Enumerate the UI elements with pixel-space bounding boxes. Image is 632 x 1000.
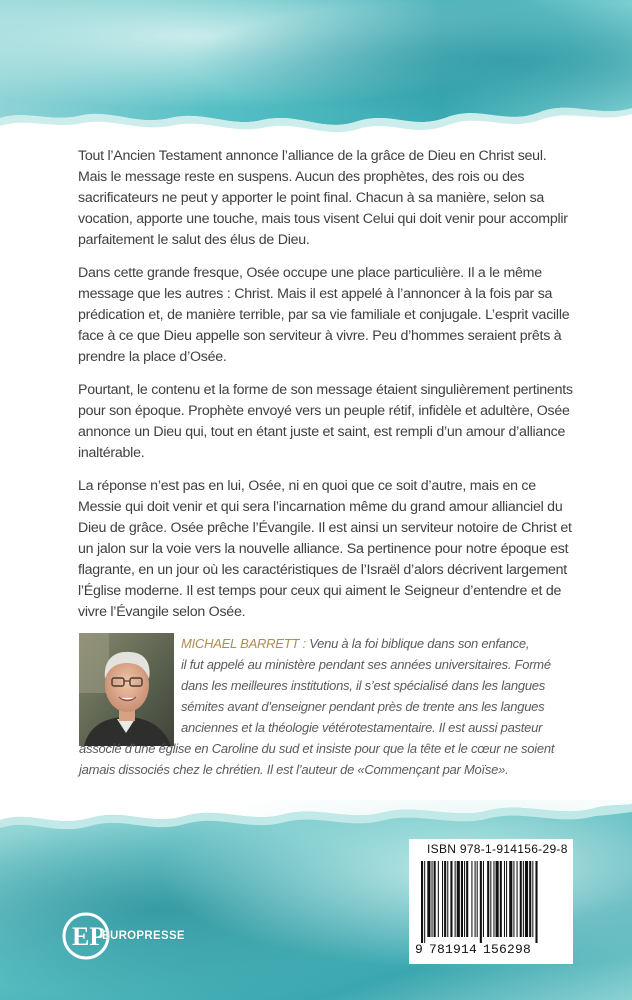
bio-line-6: associé d’une église en Caroline du sud et insiste pour que la tête et le cœur ne soient: [79, 741, 555, 756]
barcode-bar: [442, 861, 443, 937]
isbn-digits: 9 781914 156298: [415, 942, 532, 957]
svg-text:EP: EP: [72, 922, 106, 951]
publisher-name: EUROPRESSE: [102, 930, 185, 942]
bio-line-5: anciennes et la théologie vétérotestamentaire. Il est aussi pasteur: [181, 720, 543, 735]
barcode-bar: [424, 861, 425, 943]
back-cover-description: [78, 146, 578, 635]
barcode-bar: [493, 861, 494, 937]
barcode-bar: [496, 861, 499, 937]
barcode-bar: [509, 861, 512, 937]
barcode-bar: [447, 861, 448, 937]
barcode-bar: [421, 861, 423, 943]
barcode-bar: [438, 861, 439, 937]
barcode-bar: [477, 861, 478, 937]
isbn-barcode-box: [409, 839, 573, 964]
barcode-bar: [535, 861, 537, 943]
barcode-bar: [461, 861, 463, 937]
barcode-bar: [525, 861, 528, 937]
description-paragraph-1: Tout l’Ancien Testament annonce l’alliance de la grâce de Dieu en Christ seul. Mais le message reste en suspens. Aucun des prophètes, des rois ou des sacrificateurs ne peut y apporter le point final. Chacun à sa manière, selon sa vocation, apporte une touche, mais tous visent Celui qui doit venir pour accomplir parfaitement le salut des élus de Dieu.: [78, 148, 568, 248]
barcode-bar: [480, 861, 482, 943]
barcode-bar: [457, 861, 460, 937]
isbn-label: ISBN 978-1-914156-29-8: [427, 842, 568, 856]
barcode-bar: [475, 861, 476, 937]
barcode-bar: [464, 861, 465, 937]
author-bio: [79, 633, 579, 780]
bio-line-7: jamais dissociés chez le chrétien. Il est l’auteur de «Commençant par Moïse».: [79, 762, 509, 777]
barcode-bar: [520, 861, 522, 937]
barcode-bar: [532, 861, 533, 937]
barcode-bar: [455, 861, 456, 937]
barcode-bar: [513, 861, 514, 937]
description-paragraph-2: Dans cette grande fresque, Osée occupe une place particulière. Il a le même message que les autres : Christ. Mais il est appelé à l’annoncer à la fois par sa prédication et, de manière terrible, par sa vie familiale et conjugale. L’esprit vacille face à ce que Dieu appelle son serviteur à vivre. Peu d’hommes seraient prêts à prendre la place d’Osée.: [78, 265, 570, 365]
barcode-bar: [506, 861, 507, 937]
watercolor-top-decoration: [0, 0, 632, 140]
barcode-bar: [483, 861, 484, 937]
bio-line-2: il fut appelé au ministère pendant ses années universitaires. Formé: [181, 657, 551, 672]
bio-line-4: sémites avant d’enseigner pendant près de trente ans les langues: [181, 699, 545, 714]
barcode-bar: [504, 861, 505, 937]
barcode-bar: [523, 861, 524, 937]
barcode-bar: [434, 861, 436, 937]
description-paragraph-3: Pourtant, le contenu et la forme de son message étaient singulièrement pertinents pour son époque. Prophète envoyé vers un peuple rétif, infidèle et adultère, Osée annonce un Dieu qui, tout en étant juste et saint, est rempli d’un amour d’alliance inaltérable.: [78, 382, 573, 461]
barcode-bar: [427, 861, 430, 937]
barcode-bar: [500, 861, 502, 937]
bio-line-3: dans les meilleures institutions, il s’est spécialisé dans les langues: [181, 678, 546, 693]
author-name: MICHAEL BARRETT :: [181, 636, 306, 651]
barcode-bar: [466, 861, 468, 937]
barcode-icon: [421, 861, 569, 943]
barcode-bar: [471, 861, 472, 937]
barcode-bar: [444, 861, 446, 937]
barcode-bar: [490, 861, 491, 937]
barcode-bar: [529, 861, 531, 937]
barcode-bar: [432, 861, 433, 937]
barcode-bar: [487, 861, 489, 937]
description-paragraph-4: La réponse n’est pas en lui, Osée, ni en quoi que ce soit d’autre, mais en ce Messie qui doit venir et qui sera l’incarnation même du grand amour allianciel du Dieu de grâce. Osée prêche l’Évangile. Il est ainsi un serviteur notoire de Christ et un jalon sur la voie vers la nouvelle alliance. Sa pertinence pour notre époque est flagrante, en un jour où les caractéristiques de l’Israël d’alors décrivent largement l’Église moderne. Il est temps pour ceux qui aiment le Seigneur d’entendre et de vivre l’Évangile selon Osée.: [78, 478, 572, 620]
barcode-bar: [450, 861, 452, 937]
barcode-bar: [517, 861, 518, 937]
bio-line-1: MICHAEL BARRETT : Venu à la foi biblique dans son enfance,: [181, 636, 530, 651]
